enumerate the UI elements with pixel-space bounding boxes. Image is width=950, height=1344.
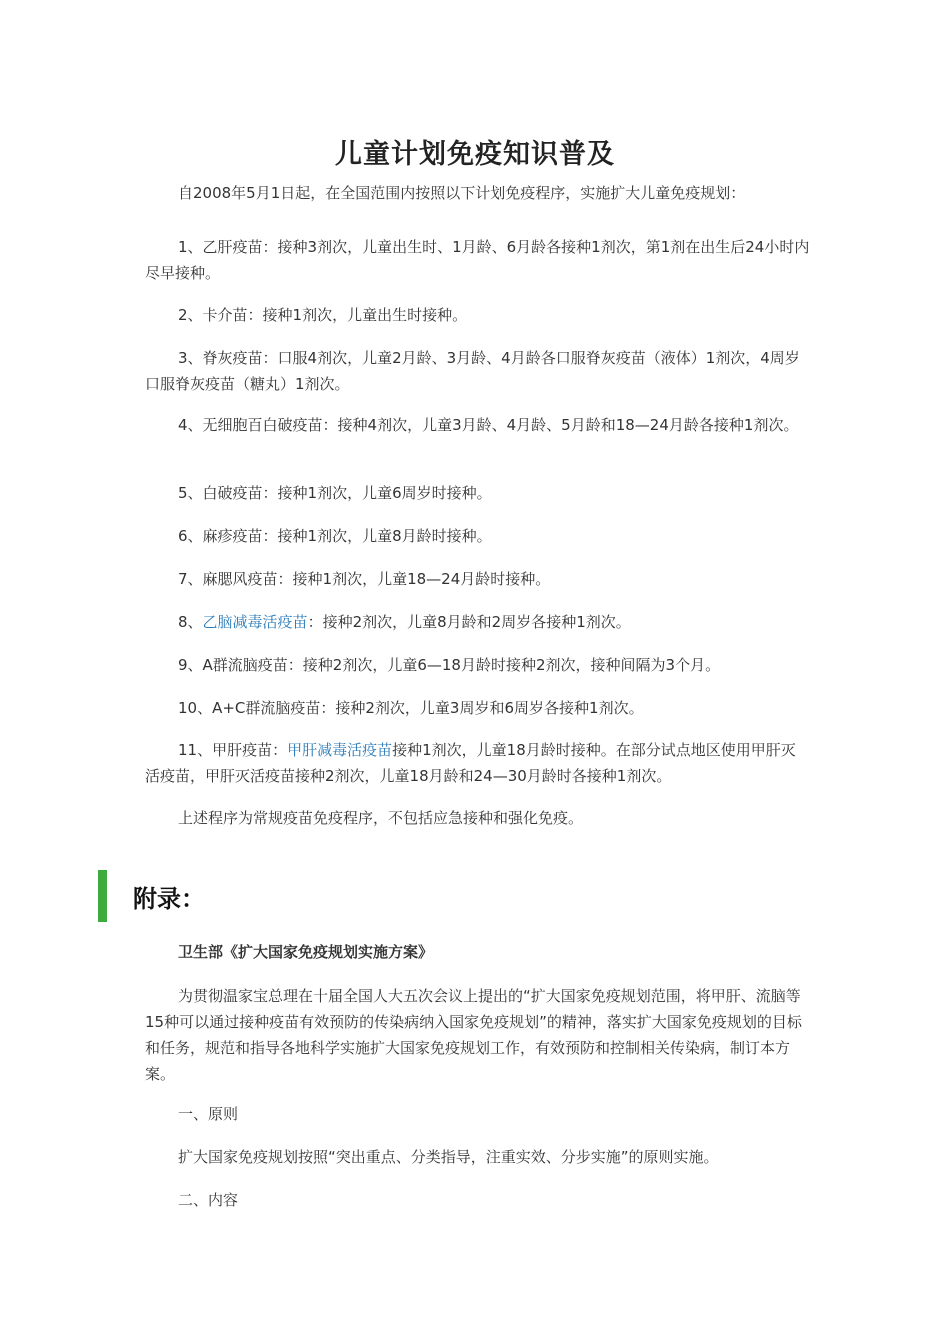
list-item-dt: [145, 480, 810, 506]
item-text: 6、麻疹疫苗：接种1剂次，儿童8月龄时接种。: [178, 527, 492, 545]
list-item-mening-ac: [145, 695, 810, 721]
appendix-heading: [98, 870, 205, 922]
item-text: 1、乙肝疫苗：接种3剂次，儿童出生时、1月龄、6月龄各接种1剂次，第1剂在出生后24小时内尽早接种。: [145, 238, 810, 282]
item-text: 接种1剂次，儿童18月龄时接种。在部分试点地区使用甲肝灭活疫苗，甲肝灭活疫苗接种2剂次，儿童18月龄和24—30月龄时各接种1剂次。: [145, 741, 796, 785]
list-item-hepa: [145, 737, 810, 789]
je-vaccine-link[interactable]: 乙脑减毒活疫苗: [202, 613, 308, 631]
appendix-body: 为贯彻温家宝总理在十届全国人大五次会议上提出的“扩大国家免疫规划范围，将甲肝、流脑等15种可以通过接种疫苗有效预防的传染病纳入国家免疫规划”的精神，落实扩大国家免疫规划的目标和任务，规范和指导各地科学实施扩大国家免疫规划工作，有效预防和控制相关传染病，制订本方案。: [145, 987, 802, 1083]
item-text: 11、甲肝疫苗：: [178, 741, 288, 759]
list-item-polio: [145, 345, 810, 397]
list-item-measles: [145, 523, 810, 549]
accent-bar: [98, 870, 107, 922]
hepa-vaccine-link[interactable]: 甲肝减毒活疫苗: [287, 741, 393, 759]
item-text: 8、: [178, 613, 203, 631]
item-text: 7、麻腮风疫苗：接种1剂次，儿童18—24月龄时接种。: [178, 570, 551, 588]
item-text: 3、脊灰疫苗：口服4剂次，儿童2月龄、3月龄、4月龄各口服脊灰疫苗（液体）1剂次，4周岁口服脊灰疫苗（糖丸）1剂次。: [145, 349, 800, 393]
intro-paragraph: 自2008年5月1日起，在全国范围内按照以下计划免疫程序，实施扩大儿童免疫规划：: [178, 184, 746, 202]
list-item-bcg: [145, 302, 810, 328]
appendix-subtitle: 卫生部《扩大国家免疫规划实施方案》: [178, 943, 434, 961]
page-title: 儿童计划免疫知识普及: [335, 139, 615, 170]
list-item-dtap: [145, 412, 810, 438]
section-heading-principle: 一、原则: [178, 1105, 239, 1123]
list-item-hepb: [145, 234, 810, 286]
list-item-je: [145, 609, 810, 635]
item-text: 2、卡介苗：接种1剂次，儿童出生时接种。: [178, 306, 468, 324]
list-item-mening-a: [145, 652, 810, 678]
item-text: ：接种2剂次，儿童8月龄和2周岁各接种1剂次。: [307, 613, 631, 631]
appendix-title: 附录：: [133, 884, 205, 913]
list-item-mmr: [145, 566, 810, 592]
summary-paragraph: 上述程序为常规疫苗免疫程序，不包括应急接种和强化免疫。: [178, 809, 584, 827]
item-text: 5、白破疫苗：接种1剂次，儿童6周岁时接种。: [178, 484, 492, 502]
section-heading-content: 二、内容: [178, 1191, 239, 1209]
item-text: 10、A+C群流脑疫苗：接种2剂次，儿童3周岁和6周岁各接种1剂次。: [178, 699, 644, 717]
section-body-principle: 扩大国家免疫规划按照“突出重点、分类指导，注重实效、分步实施”的原则实施。: [178, 1148, 719, 1166]
item-text: 4、无细胞百白破疫苗：接种4剂次，儿童3月龄、4月龄、5月龄和18—24月龄各接种1剂次。: [178, 416, 799, 434]
item-text: 9、A群流脑疫苗：接种2剂次，儿童6—18月龄时接种2剂次，接种间隔为3个月。: [178, 656, 721, 674]
